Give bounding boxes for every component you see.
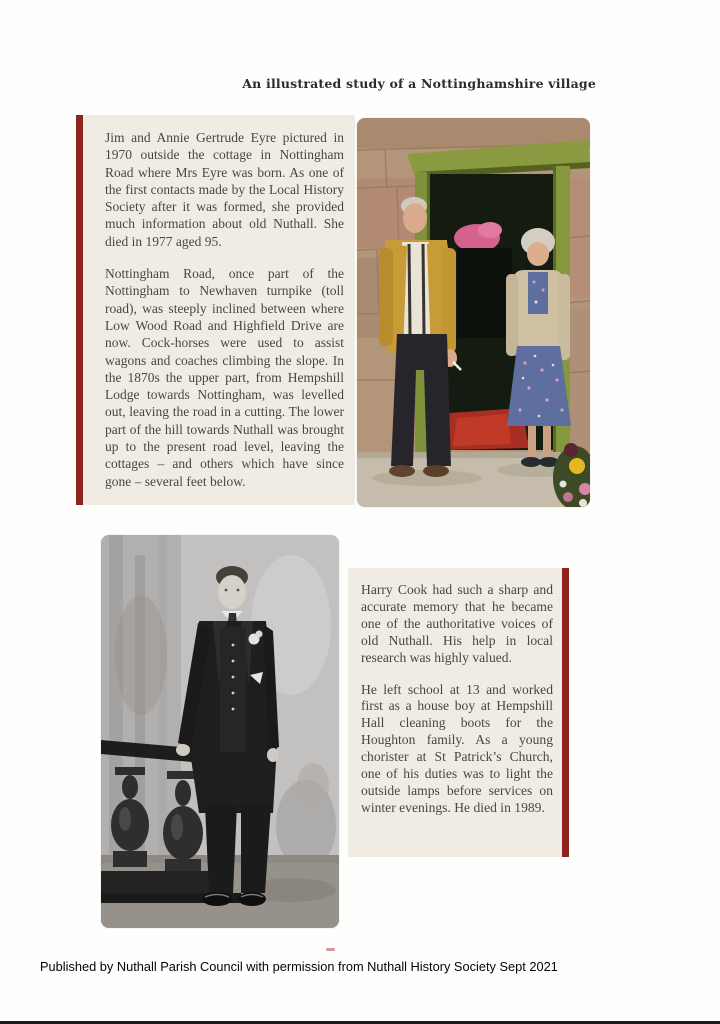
eyre-text-block bbox=[76, 115, 355, 505]
page-header-title: An illustrated study of a Nottinghamshire village bbox=[242, 76, 596, 91]
eyre-paragraph-2: Nottingham Road, once part of the Nottingham to Newhaven turnpike (toll road), was steeply inclined between where Low Wood Road and Highfield Drive are now. Cock-horses were used to assist wagons and coaches climbing the slope. In the 1870s the upper part, from Hempshill Lodge towards Nottingham, was levelled out, leaving the road in a cutting. The lower part of the hill towards Nuthall was brought up to the present road level, leaving the cottages – and others which have since gone – several feet below. bbox=[105, 266, 344, 489]
cook-paragraph-2: He left school at 13 and worked first as a house boy at Hempshill Hall cleaning boots for the Houghton family. As a young chorister at St Patrick’s Church, one of his duties was to light the outside lamps before services on winter evenings. He died in 1989. bbox=[361, 681, 553, 815]
publisher-footer: Published by Nuthall Parish Council with permission from Nuthall History Society Sept 2021 bbox=[40, 959, 558, 974]
cook-paragraph-1: Harry Cook had such a sharp and accurate memory that he became one of the authoritative voices of old Nuthall. His help in local research was highly valued. bbox=[361, 582, 553, 665]
harry-cook-photo bbox=[101, 535, 339, 928]
cook-text-block bbox=[348, 568, 569, 857]
scan-artifact-mark bbox=[326, 948, 335, 951]
eyre-paragraph-1: Jim and Annie Gertrude Eyre pictured in 1970 outside the cottage in Nottingham Road where Mrs Eyre was born. As one of the first contacts made by the Local History Society after it was formed, she provided much information about old Nuthall. She died in 1977 aged 95. bbox=[105, 130, 344, 249]
eyre-couple-photo bbox=[357, 118, 590, 507]
